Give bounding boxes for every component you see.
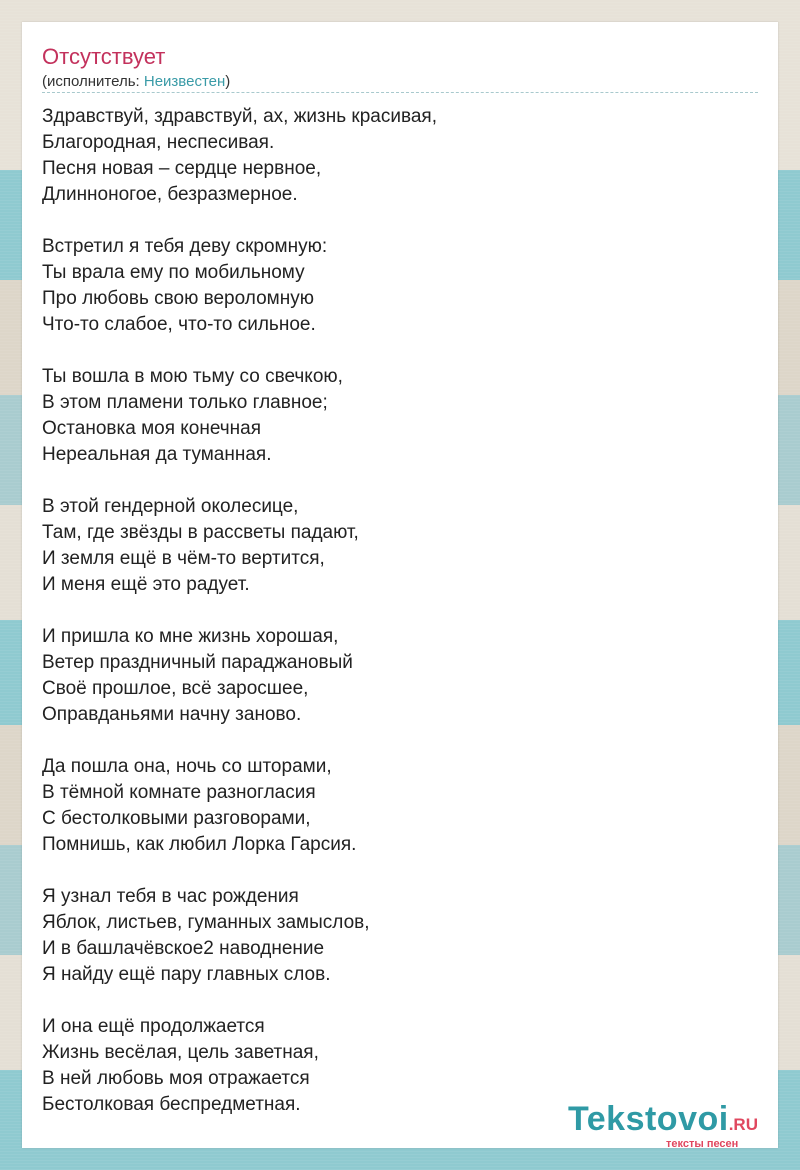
lyric-line: И она ещё продолжается [42, 1016, 265, 1037]
lyric-line: Я найду ещё пару главных слов. [42, 964, 331, 985]
song-title: Отсутствует [42, 44, 166, 69]
lyric-line: Жизнь весёлая, цель заветная, [42, 1042, 319, 1063]
site-logo[interactable] [568, 1100, 778, 1148]
artist-line [42, 72, 230, 92]
lyric-line: Про любовь свою вероломную [42, 288, 314, 309]
lyric-line: И пришла ко мне жизнь хорошая, [42, 626, 339, 647]
logo-wordmark [568, 1100, 758, 1139]
lyric-line: В этой гендерной околесице, [42, 496, 299, 517]
lyric-line: Ты вошла в мою тьму со свечкою, [42, 366, 343, 387]
artist-prefix: (исполнитель: [42, 73, 144, 90]
stanza [42, 104, 758, 208]
artist-suffix: ) [225, 73, 231, 90]
lyric-line: Ветер праздничный параджановый [42, 652, 353, 673]
lyric-line: И земля ещё в чём-то вертится, [42, 548, 325, 569]
lyric-line: В этом пламени только главное; [42, 392, 328, 413]
lyric-line: Своё прошлое, всё заросшее, [42, 678, 309, 699]
artist-link[interactable]: Неизвестен [143, 73, 226, 90]
lyric-line: И меня ещё это радует. [42, 574, 250, 595]
logo-tld: .RU [728, 1115, 758, 1134]
lyrics-sheet [22, 22, 778, 1148]
lyric-line: Здравствуй, здравствуй, ах, жизнь красивая, [42, 106, 437, 127]
lyric-line: Помнишь, как любил Лорка Гарсия. [42, 834, 357, 855]
lyric-line: Яблок, листьев, гуманных замыслов, [42, 912, 370, 933]
stanza [42, 494, 758, 598]
logo-name: Tekstovoi [568, 1100, 729, 1138]
stanza [42, 624, 758, 728]
stanza [42, 234, 758, 338]
lyric-line: Длинноногое, безразмерное. [42, 184, 298, 205]
lyric-line: Я узнал тебя в час рождения [42, 886, 299, 907]
lyric-line: Оправданьями начну заново. [42, 704, 302, 725]
lyric-line: С бестолковыми разговорами, [42, 808, 311, 829]
logo-subtitle: тексты песен [666, 1138, 739, 1150]
lyric-line: Встретил я тебя деву скромную: [42, 236, 328, 257]
lyric-line: Песня новая – сердце нервное, [42, 158, 322, 179]
lyric-line: Остановка моя конечная [42, 418, 262, 439]
title-divider [42, 92, 758, 93]
lyric-line: Что-то слабое, что-то сильное. [42, 314, 316, 335]
lyric-line: Нереальная да туманная. [42, 444, 272, 465]
lyrics-body [42, 104, 758, 1144]
stanza [42, 364, 758, 468]
lyric-line: Бестолковая беспредметная. [42, 1094, 301, 1115]
stanza [42, 884, 758, 988]
lyric-line: И в башлачёвское2 наводнение [42, 938, 325, 959]
lyric-line: Да пошла она, ночь со шторами, [42, 756, 332, 777]
lyric-line: Благородная, неспесивая. [42, 132, 275, 153]
lyric-line: В тёмной комнате разногласия [42, 782, 316, 803]
stanza [42, 754, 758, 858]
lyric-line: Ты врала ему по мобильному [42, 262, 305, 283]
lyric-line: В ней любовь моя отражается [42, 1068, 310, 1089]
lyric-line: Там, где звёзды в рассветы падают, [42, 522, 359, 543]
